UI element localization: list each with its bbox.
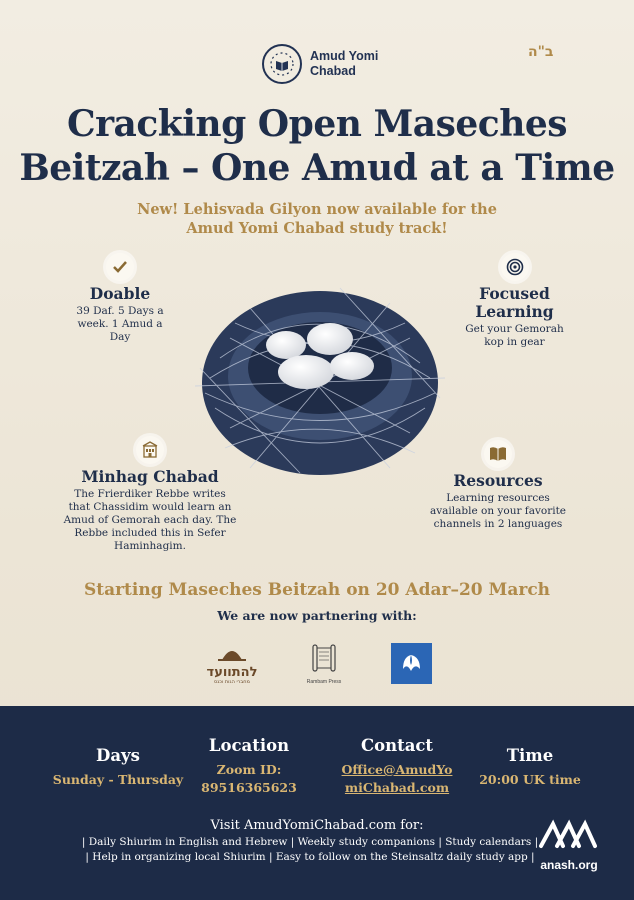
services-list [60,835,560,865]
subtitle-line-2: Amud Yomi Chabad study track! [186,220,448,237]
feature-title: Resources [453,471,543,490]
days-heading: Days [96,746,140,765]
feature-title: Focused Learning [475,284,554,321]
location-column [196,736,302,797]
contact-email-line-2[interactable]: miChabad.com [344,780,450,795]
building-icon [136,436,164,464]
feature-title: Minhag Chabad [81,467,219,486]
feature-desc: 39 Daf. 5 Days a week. 1 Amud a Day [76,305,164,343]
amud-yomi-logo [262,44,390,84]
zoom-id-number[interactable]: 89516365623 [201,780,297,795]
feature-minhag-chabad [62,436,238,553]
subtitle-line-1: New! Lehisvada Gilyon now available for the [137,201,497,218]
feature-desc: Get your Gemorah kop in gear [465,323,564,348]
book-logo-icon [262,44,302,84]
days-column [50,746,186,789]
partner-logo-lehisvada [200,640,264,685]
time-column [474,746,586,789]
partner-2-name: Rambam Press [306,679,342,685]
contact-heading: Contact [360,736,434,755]
feature-resources [422,440,574,531]
title-line-1: Cracking Open Maseches [66,103,568,145]
feature-title: Doable [89,284,151,303]
anash-mark-icon [533,816,605,854]
partner-logo-blue [391,643,432,684]
contact-email-link[interactable] [334,761,460,797]
partner-1-name: להתוועד [206,665,258,680]
visit-website-line[interactable]: Visit AmudYomiChabad.com for: [210,818,424,833]
check-icon [106,253,134,281]
anash-brand-text: anash.org [540,858,598,872]
feature-desc: The Frierdiker Rebbe writes that Chassidim would learn an Amud of Gemorah each day. The Rebbe included this in Sefer Haminhagim. [63,488,237,552]
feature-desc: Learning resources available on your favorite channels in 2 languages [429,492,567,530]
start-date-line: Starting Maseches Beitzah on 20 Adar–20 March [83,580,551,600]
contact-email-line-1[interactable]: Office@AmudYo [341,762,453,777]
partner-3-icon [391,643,432,684]
services-line-2: | Help in organizing local Shiurim | Easy to follow on the Steinsaltz daily study app | [85,851,535,863]
dome-icon [200,640,264,662]
partner-heading: We are now partnering with: [217,608,417,623]
torah-scroll-icon [307,641,341,675]
contact-column [334,736,460,797]
title-line-2: Beitzah – One Amud at a Time [19,147,615,189]
anash-logo[interactable] [530,816,608,872]
partner-1-sub: מחברי הגות וכנס [214,679,250,685]
bh-mark: ב"ה [528,44,554,60]
footer [0,706,634,900]
feature-doable [70,253,170,344]
location-heading: Location [208,736,290,755]
subtitle [0,200,634,238]
time-value: 20:00 UK time [479,772,581,787]
time-heading: Time [506,746,554,765]
logo-name: Amud Yomi Chabad [310,49,379,78]
feature-focused-learning [462,253,567,349]
page-title [0,102,634,190]
target-icon [501,253,529,281]
days-value: Sunday - Thursday [52,772,184,787]
book-icon [484,440,512,468]
zoom-id-label: Zoom ID: [216,762,282,777]
services-line-1: | Daily Shiurim in English and Hebrew | Weekly study companions | Study calendars | [81,836,539,848]
location-value [196,761,302,797]
partner-logo-rambam-press [300,641,348,685]
